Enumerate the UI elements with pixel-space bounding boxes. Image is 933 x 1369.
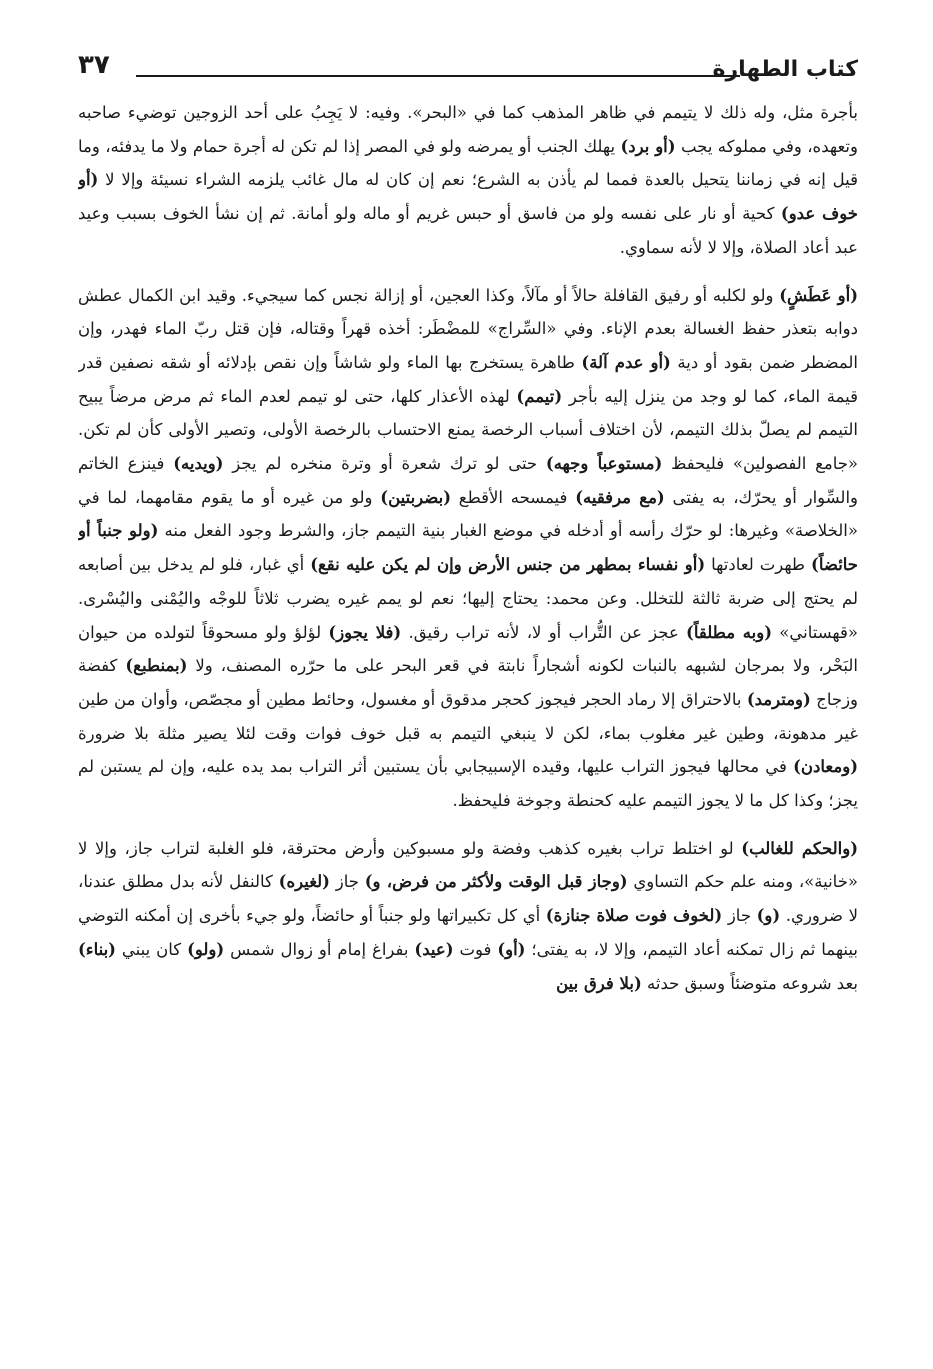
bold-text-run: (عيد) xyxy=(414,939,454,959)
text-run: بعد شروعه متوضئاً وسبق حدثه xyxy=(641,973,858,993)
bold-text-run: (أو برد) xyxy=(620,136,676,156)
bold-text-run: (تيمم) xyxy=(516,386,563,406)
bold-text-run: (بناء) xyxy=(78,939,116,959)
text-run: عجز عن التُّراب أو لا، لأنه تراب رقيق. xyxy=(401,622,687,642)
bold-text-run: (أو عَطَشٍ) xyxy=(779,285,858,305)
bold-text-run: (بلا فرق بين xyxy=(556,973,642,993)
text-run: بأجرة مثل، وله ذلك لا يتيمم في ظاهر المذهب كما في «البحر». وفيه: لا يَجِبُ على أحد الزوجين توضيء صاحبه وتعهده، وفي مملوكه يجب xyxy=(78,103,858,156)
paragraph-1 xyxy=(78,96,858,265)
bold-text-run: (فلا يجوز) xyxy=(328,622,402,642)
text-run: كفضة وزجاج xyxy=(78,656,858,709)
bold-text-run: (و) xyxy=(756,906,781,926)
bold-text-run: (ويديه) xyxy=(173,454,224,474)
text-run: لو اختلط تراب بغيره كذهب وفضة ولو مسبوكين وأرض محترقة، فلو الغلبة لتراب جاز، وإلا لا «خانية»، ومنه علم حكم التساوي xyxy=(78,838,858,892)
text-run: يهلك الجنب أو يمرضه ولو في المصر إذا لم تكن له أجرة حمام ولا ما يدفئه، وما قيل إنه في زماننا يتحيل بالعدة فمما لم يأذن به الشرع؛ نعم إن كان له مال غائب يلزمه الشراء نسيئة وإلا لا xyxy=(78,136,858,190)
bold-text-run: (لخوف فوت صلاة جنازة) xyxy=(545,906,723,926)
text-run: كحية أو نار على نفسه ولو من فاسق أو حبس غريم أو ماله ولو أمانة. ثم إن نشأ الخوف بسبب وعيد عبد أعاد الصلاة، وإلا لا لأنه سماوي. xyxy=(78,204,858,257)
text-run: حتى لو ترك شعرة أو وترة منخره لم يجز xyxy=(223,454,546,474)
header-rule xyxy=(136,75,740,77)
paragraph-2 xyxy=(78,279,858,818)
text-run: جاز xyxy=(722,906,757,926)
text-run: بالاحتراق إلا رماد الحجر فيجوز كحجر مدقوق أو مغسول، وحائط مطين أو مجصّص، وأوان من طين غير مدهونة، وطين غير مغلوب بماء، لكن لا ينبغي التيمم به قبل خوف فوات وقت لئلا يصير مثلة بلا ضرورة xyxy=(78,689,858,743)
text-run: فينزع الخاتم والسِّوار أو يحرّك، به يفتى xyxy=(78,454,858,507)
chapter-title: كتاب الطهارة xyxy=(712,57,858,82)
bold-text-run: (ولو) xyxy=(187,939,225,959)
bold-text-run: (وجاز قبل الوقت ولأكثر من فرض، و) xyxy=(364,872,628,892)
text-run: كالنفل لأنه بدل مطلق عندنا، لا ضروري. xyxy=(78,872,858,926)
text-run: ولو لكلبه أو رفيق القافلة حالاً أو مآلاً، وكذا العجين، أو إزالة نجس كما سيجيء. وقيد ابن الكمال عطش دوابه بتعذر حفظ الغسالة بعدم الإناء. وفي «السِّراج» للمضْطَر: أخذه قهراً وقتاله، فإن قتل ربّ الماء فهدر، وإن المضطر ضمن بقود أو دية xyxy=(78,285,858,372)
text-run: فوت xyxy=(453,939,498,959)
text-run: أي غبار، فلو لم يدخل بين أصابعه لم يحتج إلى ضربة ثالثة للتخلل. وعن محمد: يحتاج إليها؛ نعم لو يمم غيره يضرب ثلاثاً للوجْه واليُمْنى واليُسْرى. «قهستاني» xyxy=(78,555,858,642)
bold-text-run: (أو عدم آلة) xyxy=(581,352,671,372)
text-run: كان يبني xyxy=(115,939,188,959)
bold-text-run: (بمنطبع) xyxy=(125,656,188,676)
bold-text-run: (مع مرفقيه) xyxy=(575,487,665,507)
bold-text-run: (مستوعباً وجهه) xyxy=(545,454,663,474)
bold-text-run: (أو نفساء بمطهر من جنس الأرض وإن لم يكن عليه نقع) xyxy=(310,555,706,575)
bold-text-run: (أو) xyxy=(497,939,526,959)
page-header xyxy=(78,48,858,88)
text-run: لهذه الأعذار كلها، حتى لو تيمم لعدم الماء ثم مرض مرضاً يبيح التيمم لم يصلّ بذلك التيمم، لأن اختلاف أسباب الرخصة يمنع الاحتساب بالرخصة الأولى، وتصير الأولى كأن لم تكن. «جامع الفصولين» فليحفظ xyxy=(78,386,858,474)
bold-text-run: (وبه مطلقاً) xyxy=(686,622,773,642)
paragraph-3 xyxy=(78,832,858,1001)
text-run: بفراغ إمام أو زوال شمس xyxy=(224,939,415,959)
text-run: طاهرة يستخرج بها الماء ولو شاشاً وإن نقص بإدلائه أو شقه نصفين قدر قيمة الماء، كما لو وجد من ينزل إليه بأجر xyxy=(78,352,858,406)
bold-text-run: (ولو جنباً أو حائضاً) xyxy=(78,521,858,575)
bold-text-run: (والحكم للغالب) xyxy=(741,838,858,858)
text-run: طهرت لعادتها xyxy=(705,555,812,575)
text-run: في محالها فيجوز التراب عليها، وقيده الإسبيجابي بأن يستبين أثر التراب بمد يده عليه، وإن لم يستبن لم يجز؛ وكذا كل ما لا يجوز التيمم عليه كحنطة وجوخة فليحفظ. xyxy=(78,757,858,811)
page-number: ٣٧ xyxy=(78,50,110,80)
bold-text-run: (أو خوف عدو) xyxy=(78,170,858,224)
text-run: لؤلؤ ولو مسحوقاً لتولده من حيوان البَحْر، ولا بمرجان لشبهه بالنبات لكونه أشجاراً نابتة في قعر البحر على ما حرّره المصنف، ولا xyxy=(78,622,858,676)
bold-text-run: (لغيره) xyxy=(278,872,330,892)
text-run: أي كل تكبيراتها ولو جنباً أو حائضاً، ولو جيء بأخرى إن أمكنه التوضي بينهما ثم زال تمكنه أعاد التيمم، وإلا لا، به يفتى؛ xyxy=(78,906,858,959)
text-run: فيمسحه الأقطع xyxy=(451,487,576,507)
bold-text-run: (بضربتين) xyxy=(380,487,451,507)
bold-text-run: (ومعادن) xyxy=(793,757,858,777)
text-run: ولو من غيره أو ما يقوم مقامهما، لما في «الخلاصة» وغيرها: لو حرّك رأسه أو أدخله في موضع الغبار بنية التيمم جاز، والشرط وجود الفعل منه xyxy=(78,487,858,541)
bold-text-run: (ومترمد) xyxy=(746,689,811,709)
page-body xyxy=(78,96,858,1336)
text-run: جاز xyxy=(330,872,365,892)
